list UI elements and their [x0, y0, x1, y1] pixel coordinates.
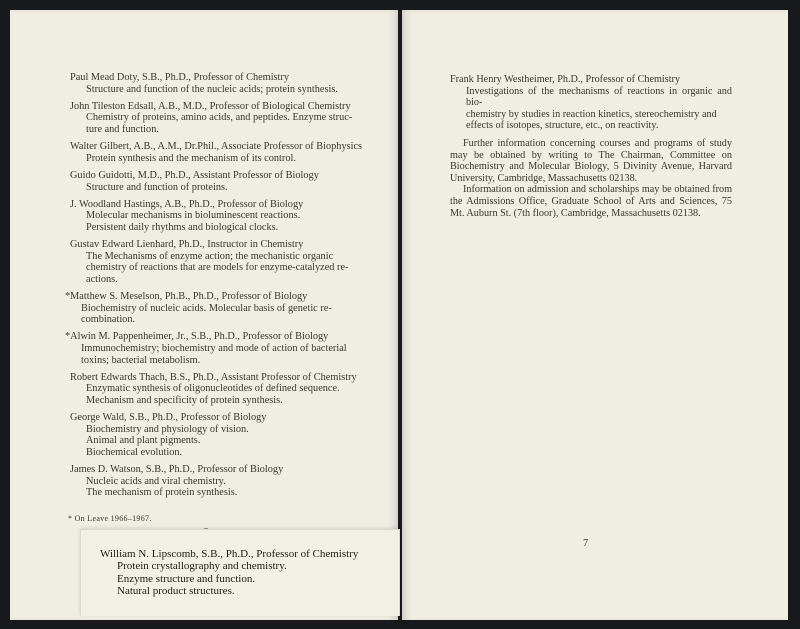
faculty-entry — [70, 101, 364, 136]
research-line: Natural product structures. — [117, 585, 235, 598]
info-paragraph: Further information concerning courses and programs of study may be obtained by writing to The Chairman, Committee on Biochemistry and Molecular Biology, 5 Divinity Avenue, Harvard University, Cambridge, Massachusetts 02138. — [450, 137, 732, 184]
research-line: Biochemistry and physiology of vision. — [86, 423, 249, 435]
faculty-research — [70, 476, 364, 499]
faculty-name: Gustav Edward Lienhard, Ph.D., Instructor in Chemistry — [70, 239, 304, 251]
research-line: Mechanism and specificity of protein synthesis. — [86, 395, 283, 406]
faculty-research — [65, 343, 364, 366]
inserted-slip — [80, 529, 400, 616]
faculty-name: Paul Mead Doty, S.B., Ph.D., Professor of Chemistry — [70, 72, 289, 83]
faculty-name: J. Woodland Hastings, A.B., Ph.D., Professor of Biology — [70, 198, 304, 210]
research-line: effects of isotopes, structure, etc., on reactivity. — [466, 120, 659, 132]
faculty-list — [65, 72, 364, 505]
faculty-research — [70, 153, 364, 165]
research-line: actions. — [86, 273, 118, 285]
research-line: chemistry by studies in reaction kinetics, stereochemistry and — [466, 108, 717, 120]
faculty-entry — [450, 74, 732, 132]
faculty-research — [450, 86, 732, 132]
research-line: Structure and function of the nucleic acids; protein synthesis. — [86, 83, 338, 95]
faculty-name: James D. Watson, S.B., Ph.D., Professor of Biology — [70, 464, 284, 476]
faculty-name: Robert Edwards Thach, B.S., Ph.D., Assistant Professor of Chemistry — [70, 371, 357, 383]
faculty-entry — [70, 239, 364, 285]
research-line: Protein synthesis and the mechanism of its control. — [86, 152, 296, 164]
faculty-entry — [70, 464, 364, 499]
research-line: Enzymatic synthesis of oligonucleotides of defined sequence. — [86, 383, 340, 395]
faculty-name: Guido Guidotti, M.D., Ph.D., Assistant Professor of Biology — [70, 169, 319, 181]
faculty-entry — [70, 199, 364, 234]
slip-faculty-research — [100, 560, 390, 597]
faculty-research — [70, 84, 364, 96]
faculty-name: *Matthew S. Meselson, Ph.B., Ph.D., Professor of Biology — [65, 291, 308, 303]
page-number-right: 7 — [583, 538, 589, 549]
faculty-entry — [70, 170, 364, 193]
research-line: Persistent daily rhythms and biological clocks. — [86, 221, 279, 233]
faculty-entry — [65, 291, 364, 326]
faculty-research — [70, 112, 364, 135]
faculty-research — [70, 424, 364, 459]
research-line: toxins; bacterial metabolism. — [81, 354, 201, 366]
research-line: Protein crystallography and chemistry. — [117, 560, 287, 573]
faculty-research — [65, 303, 364, 326]
footnote: * On Leave 1966–1967. — [68, 514, 152, 523]
research-line: Structure and function of proteins. — [86, 181, 228, 193]
research-line: Immunochemistry; biochemistry and mode of action of bacterial — [81, 343, 347, 355]
faculty-entry — [65, 331, 364, 366]
research-line: Molecular mechanisms in bioluminescent reactions. — [86, 210, 301, 222]
research-line: Enzyme structure and function. — [117, 572, 256, 585]
faculty-entry — [70, 72, 364, 95]
information-paragraphs — [450, 138, 732, 219]
faculty-research — [70, 182, 364, 194]
research-line: combination. — [81, 314, 136, 326]
research-line: The mechanism of protein synthesis. — [86, 487, 238, 499]
faculty-research — [70, 210, 364, 233]
research-line: Chemistry of proteins, amino acids, and peptides. Enzyme struc- — [86, 112, 353, 124]
research-line: The Mechanisms of enzyme action; the mechanistic organic — [86, 250, 334, 262]
faculty-research — [70, 383, 364, 406]
faculty-name: George Wald, S.B., Ph.D., Professor of Biology — [70, 412, 267, 424]
slip-faculty-name: William N. Lipscomb, S.B., Ph.D., Professor of Chemistry — [100, 548, 359, 560]
right-page-content — [450, 74, 732, 219]
research-line: Investigations of the mechanisms of reactions in organic and bio- — [466, 85, 732, 109]
right-page — [402, 10, 788, 620]
research-line: chemistry of reactions that are models for enzyme-catalyzed re- — [86, 262, 349, 274]
research-line: Biochemical evolution. — [86, 446, 183, 458]
research-line: Biochemistry of nucleic acids. Molecular basis of genetic re- — [81, 302, 332, 314]
research-line: Animal and plant pigments. — [86, 435, 201, 447]
faculty-name: Frank Henry Westheimer, Ph.D., Professor of Chemistry — [450, 74, 681, 85]
faculty-name: Walter Gilbert, A.B., A.M., Dr.Phil., Associate Professor of Biophysics — [70, 141, 363, 153]
research-line: Nucleic acids and viral chemistry. — [86, 475, 226, 487]
faculty-research — [70, 251, 364, 286]
faculty-name: John Tileston Edsall, A.B., M.D., Professor of Biological Chemistry — [70, 100, 351, 112]
faculty-entry — [70, 412, 364, 458]
research-line: ture and function. — [86, 123, 159, 135]
faculty-entry — [70, 372, 364, 407]
faculty-entry — [70, 141, 364, 164]
faculty-name: *Alwin M. Pappenheimer, Jr., S.B., Ph.D., Professor of Biology — [65, 331, 329, 343]
info-paragraph: Information on admission and scholarships may be obtained from the Admissions Office, Graduate School of Arts and Sciences, 75 Mt. Auburn St. (7th floor), Cambridge, Massachusetts 02138. — [450, 184, 732, 219]
